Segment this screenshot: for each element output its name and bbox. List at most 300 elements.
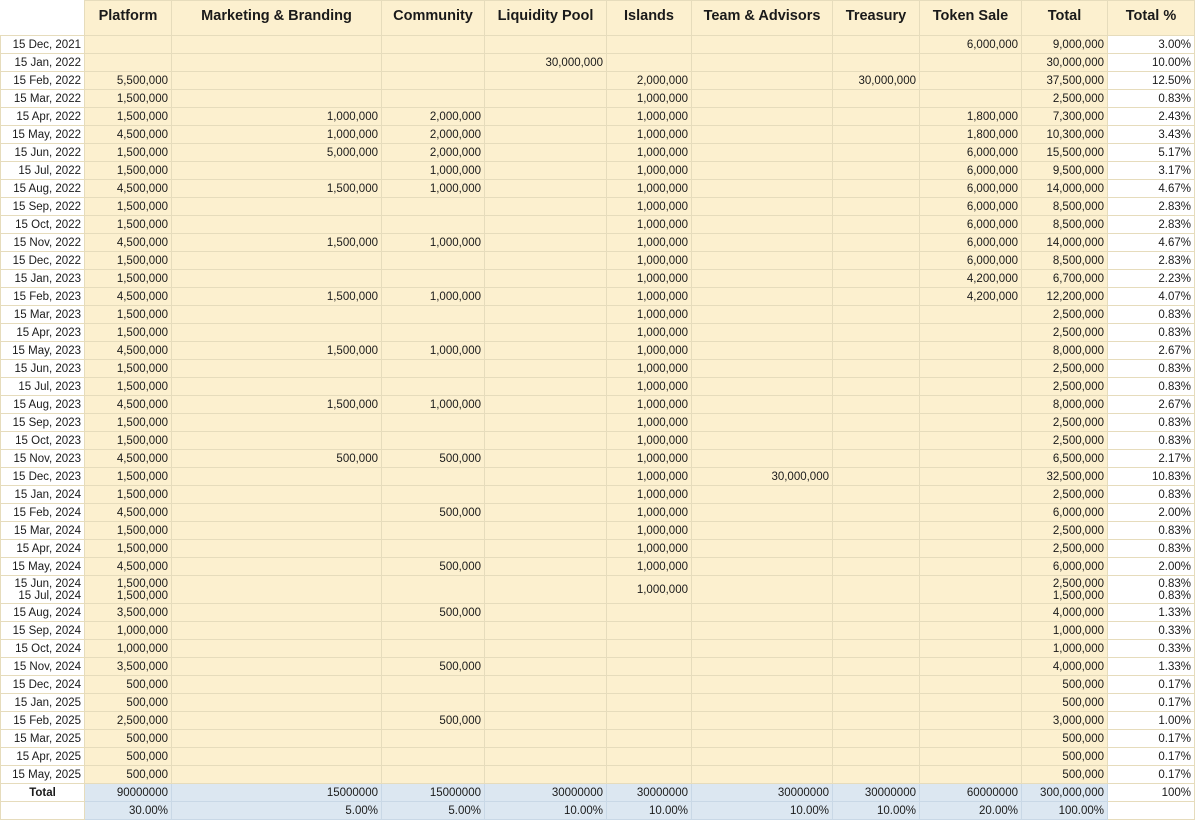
value-cell[interactable] — [382, 640, 485, 658]
value-cell[interactable] — [1022, 450, 1108, 468]
value-cell[interactable] — [833, 658, 920, 676]
value-cell[interactable] — [607, 730, 692, 748]
value-cell[interactable] — [85, 342, 172, 360]
value-cell[interactable] — [920, 180, 1022, 198]
value-cell[interactable] — [607, 450, 692, 468]
value-cell[interactable] — [1022, 604, 1108, 622]
value-cell[interactable] — [382, 288, 485, 306]
value-cell[interactable] — [692, 198, 833, 216]
value-cell[interactable] — [382, 306, 485, 324]
value-cell[interactable] — [607, 468, 692, 486]
value-cell[interactable] — [1022, 306, 1108, 324]
value-cell[interactable] — [692, 306, 833, 324]
value-cell[interactable] — [1108, 306, 1195, 324]
value-cell[interactable] — [1108, 676, 1195, 694]
value-cell[interactable] — [1022, 54, 1108, 72]
value-cell[interactable] — [833, 432, 920, 450]
total-cell[interactable]: 30000000 — [607, 784, 692, 802]
percent-cell[interactable]: 100.00% — [1022, 802, 1108, 820]
value-cell[interactable] — [172, 676, 382, 694]
value-cell[interactable] — [692, 432, 833, 450]
value-cell[interactable] — [692, 126, 833, 144]
value-cell[interactable] — [485, 432, 607, 450]
value-cell[interactable] — [1108, 604, 1195, 622]
value-cell[interactable] — [485, 676, 607, 694]
value-cell[interactable] — [382, 108, 485, 126]
value-cell[interactable] — [85, 162, 172, 180]
value-cell[interactable] — [1022, 216, 1108, 234]
value-cell[interactable] — [382, 126, 485, 144]
value-cell[interactable] — [485, 730, 607, 748]
value-cell[interactable] — [172, 712, 382, 730]
value-cell[interactable] — [485, 558, 607, 576]
value-cell[interactable] — [85, 558, 172, 576]
value-cell[interactable] — [692, 486, 833, 504]
value-cell[interactable] — [920, 36, 1022, 54]
column-header-platform[interactable]: Platform — [85, 1, 172, 36]
value-cell[interactable] — [172, 216, 382, 234]
value-cell[interactable] — [920, 108, 1022, 126]
value-cell[interactable] — [920, 576, 1022, 604]
percent-row-label[interactable] — [1, 802, 85, 820]
value-cell[interactable] — [1022, 270, 1108, 288]
value-cell[interactable] — [172, 576, 382, 604]
column-header-liquidity-pool[interactable]: Liquidity Pool — [485, 1, 607, 36]
value-cell[interactable] — [607, 694, 692, 712]
date-cell[interactable] — [1, 486, 85, 504]
value-cell[interactable] — [172, 486, 382, 504]
value-cell[interactable] — [382, 342, 485, 360]
value-cell[interactable] — [920, 144, 1022, 162]
date-cell[interactable] — [1, 36, 85, 54]
value-cell[interactable] — [85, 766, 172, 784]
value-cell[interactable] — [920, 252, 1022, 270]
value-cell[interactable] — [1022, 558, 1108, 576]
value-cell[interactable] — [172, 540, 382, 558]
value-cell[interactable] — [1108, 622, 1195, 640]
value-cell[interactable] — [692, 90, 833, 108]
date-cell[interactable] — [1, 766, 85, 784]
value-cell[interactable] — [920, 468, 1022, 486]
value-cell[interactable] — [85, 90, 172, 108]
value-cell[interactable] — [607, 676, 692, 694]
value-cell[interactable] — [1108, 54, 1195, 72]
value-cell[interactable] — [1108, 288, 1195, 306]
value-cell[interactable] — [833, 486, 920, 504]
date-cell[interactable] — [1, 504, 85, 522]
value-cell[interactable] — [485, 712, 607, 730]
value-cell[interactable] — [607, 108, 692, 126]
value-cell[interactable] — [833, 342, 920, 360]
value-cell[interactable] — [692, 234, 833, 252]
value-cell[interactable] — [85, 712, 172, 730]
value-cell[interactable] — [833, 468, 920, 486]
column-header-marketing-branding[interactable]: Marketing & Branding — [172, 1, 382, 36]
value-cell[interactable] — [485, 36, 607, 54]
total-cell[interactable]: 15000000 — [172, 784, 382, 802]
value-cell[interactable] — [382, 396, 485, 414]
value-cell[interactable] — [607, 216, 692, 234]
value-cell[interactable] — [607, 576, 692, 604]
value-cell[interactable] — [485, 622, 607, 640]
value-cell[interactable] — [85, 576, 172, 604]
value-cell[interactable] — [1022, 144, 1108, 162]
value-cell[interactable] — [692, 766, 833, 784]
value-cell[interactable] — [1108, 126, 1195, 144]
value-cell[interactable] — [485, 306, 607, 324]
date-cell[interactable] — [1, 216, 85, 234]
value-cell[interactable] — [1022, 676, 1108, 694]
date-cell[interactable] — [1, 360, 85, 378]
value-cell[interactable] — [692, 576, 833, 604]
value-cell[interactable] — [382, 162, 485, 180]
value-cell[interactable] — [692, 468, 833, 486]
value-cell[interactable] — [920, 604, 1022, 622]
value-cell[interactable] — [920, 694, 1022, 712]
value-cell[interactable] — [85, 468, 172, 486]
value-cell[interactable] — [485, 468, 607, 486]
value-cell[interactable] — [607, 234, 692, 252]
value-cell[interactable] — [85, 324, 172, 342]
value-cell[interactable] — [172, 234, 382, 252]
value-cell[interactable] — [607, 748, 692, 766]
value-cell[interactable] — [1108, 216, 1195, 234]
value-cell[interactable] — [1022, 288, 1108, 306]
value-cell[interactable] — [172, 342, 382, 360]
value-cell[interactable] — [485, 396, 607, 414]
value-cell[interactable] — [833, 712, 920, 730]
value-cell[interactable] — [485, 216, 607, 234]
value-cell[interactable] — [85, 694, 172, 712]
value-cell[interactable] — [692, 414, 833, 432]
value-cell[interactable] — [382, 324, 485, 342]
value-cell[interactable] — [607, 180, 692, 198]
value-cell[interactable] — [692, 748, 833, 766]
value-cell[interactable] — [833, 576, 920, 604]
value-cell[interactable] — [1108, 558, 1195, 576]
value-cell[interactable] — [1022, 640, 1108, 658]
value-cell[interactable] — [1108, 396, 1195, 414]
value-cell[interactable] — [607, 90, 692, 108]
value-cell[interactable] — [485, 486, 607, 504]
value-cell[interactable] — [833, 252, 920, 270]
value-cell[interactable] — [833, 72, 920, 90]
total-cell[interactable]: 30000000 — [833, 784, 920, 802]
value-cell[interactable] — [1022, 622, 1108, 640]
column-header-date[interactable] — [1, 1, 85, 36]
value-cell[interactable] — [485, 72, 607, 90]
value-cell[interactable] — [485, 414, 607, 432]
value-cell[interactable] — [692, 288, 833, 306]
date-cell[interactable] — [1, 54, 85, 72]
value-cell[interactable] — [1022, 198, 1108, 216]
percent-cell[interactable]: 5.00% — [382, 802, 485, 820]
date-cell[interactable] — [1, 126, 85, 144]
value-cell[interactable] — [172, 640, 382, 658]
value-cell[interactable] — [833, 108, 920, 126]
value-cell[interactable] — [833, 396, 920, 414]
value-cell[interactable] — [692, 36, 833, 54]
date-cell[interactable] — [1, 234, 85, 252]
value-cell[interactable] — [833, 54, 920, 72]
value-cell[interactable] — [1022, 658, 1108, 676]
value-cell[interactable] — [485, 288, 607, 306]
date-cell[interactable] — [1, 162, 85, 180]
value-cell[interactable] — [692, 108, 833, 126]
value-cell[interactable] — [1108, 694, 1195, 712]
value-cell[interactable] — [607, 558, 692, 576]
value-cell[interactable] — [607, 522, 692, 540]
date-cell[interactable] — [1, 288, 85, 306]
value-cell[interactable] — [382, 622, 485, 640]
value-cell[interactable] — [607, 540, 692, 558]
value-cell[interactable] — [833, 270, 920, 288]
value-cell[interactable] — [172, 360, 382, 378]
value-cell[interactable] — [172, 108, 382, 126]
date-cell[interactable] — [1, 180, 85, 198]
value-cell[interactable] — [920, 730, 1022, 748]
value-cell[interactable] — [833, 748, 920, 766]
value-cell[interactable] — [692, 180, 833, 198]
column-header-treasury[interactable]: Treasury — [833, 1, 920, 36]
value-cell[interactable] — [1022, 180, 1108, 198]
value-cell[interactable] — [172, 766, 382, 784]
date-cell[interactable] — [1, 468, 85, 486]
value-cell[interactable] — [920, 658, 1022, 676]
value-cell[interactable] — [920, 342, 1022, 360]
value-cell[interactable] — [1022, 712, 1108, 730]
value-cell[interactable] — [1108, 576, 1195, 604]
value-cell[interactable] — [1108, 180, 1195, 198]
value-cell[interactable] — [1022, 396, 1108, 414]
value-cell[interactable] — [172, 126, 382, 144]
value-cell[interactable] — [1108, 234, 1195, 252]
value-cell[interactable] — [485, 198, 607, 216]
value-cell[interactable] — [382, 144, 485, 162]
value-cell[interactable] — [382, 378, 485, 396]
value-cell[interactable] — [833, 90, 920, 108]
value-cell[interactable] — [920, 198, 1022, 216]
value-cell[interactable] — [692, 712, 833, 730]
value-cell[interactable] — [85, 36, 172, 54]
value-cell[interactable] — [1022, 576, 1108, 604]
value-cell[interactable] — [692, 252, 833, 270]
date-cell[interactable] — [1, 730, 85, 748]
value-cell[interactable] — [920, 766, 1022, 784]
value-cell[interactable] — [1022, 522, 1108, 540]
value-cell[interactable] — [607, 604, 692, 622]
value-cell[interactable] — [382, 558, 485, 576]
value-cell[interactable] — [382, 54, 485, 72]
value-cell[interactable] — [833, 234, 920, 252]
date-cell[interactable] — [1, 396, 85, 414]
value-cell[interactable] — [172, 658, 382, 676]
value-cell[interactable] — [1022, 72, 1108, 90]
value-cell[interactable] — [85, 658, 172, 676]
column-header-team-advisors[interactable]: Team & Advisors — [692, 1, 833, 36]
value-cell[interactable] — [485, 270, 607, 288]
total-cell[interactable]: 30000000 — [485, 784, 607, 802]
percent-cell[interactable]: 10.00% — [485, 802, 607, 820]
date-cell[interactable] — [1, 90, 85, 108]
value-cell[interactable] — [1022, 360, 1108, 378]
value-cell[interactable] — [692, 522, 833, 540]
date-cell[interactable] — [1, 252, 85, 270]
value-cell[interactable] — [920, 622, 1022, 640]
value-cell[interactable] — [833, 450, 920, 468]
value-cell[interactable] — [172, 378, 382, 396]
value-cell[interactable] — [382, 234, 485, 252]
value-cell[interactable] — [920, 396, 1022, 414]
value-cell[interactable] — [607, 378, 692, 396]
value-cell[interactable] — [382, 252, 485, 270]
value-cell[interactable] — [85, 198, 172, 216]
value-cell[interactable] — [920, 558, 1022, 576]
date-cell[interactable] — [1, 748, 85, 766]
value-cell[interactable] — [172, 748, 382, 766]
value-cell[interactable] — [1022, 126, 1108, 144]
value-cell[interactable] — [85, 676, 172, 694]
value-cell[interactable] — [607, 342, 692, 360]
value-cell[interactable] — [485, 234, 607, 252]
value-cell[interactable] — [1108, 342, 1195, 360]
value-cell[interactable] — [485, 378, 607, 396]
value-cell[interactable] — [607, 414, 692, 432]
value-cell[interactable] — [692, 450, 833, 468]
value-cell[interactable] — [692, 540, 833, 558]
value-cell[interactable] — [172, 730, 382, 748]
value-cell[interactable] — [382, 198, 485, 216]
value-cell[interactable] — [1022, 36, 1108, 54]
value-cell[interactable] — [607, 162, 692, 180]
value-cell[interactable] — [607, 432, 692, 450]
value-cell[interactable] — [85, 622, 172, 640]
value-cell[interactable] — [1022, 378, 1108, 396]
date-cell[interactable] — [1, 658, 85, 676]
value-cell[interactable] — [1022, 252, 1108, 270]
value-cell[interactable] — [485, 540, 607, 558]
date-cell[interactable] — [1, 414, 85, 432]
value-cell[interactable] — [920, 324, 1022, 342]
value-cell[interactable] — [607, 306, 692, 324]
value-cell[interactable] — [485, 324, 607, 342]
percent-cell[interactable]: 10.00% — [833, 802, 920, 820]
date-cell[interactable] — [1, 270, 85, 288]
value-cell[interactable] — [692, 270, 833, 288]
value-cell[interactable] — [382, 486, 485, 504]
value-cell[interactable] — [920, 676, 1022, 694]
value-cell[interactable] — [692, 342, 833, 360]
value-cell[interactable] — [382, 216, 485, 234]
value-cell[interactable] — [172, 180, 382, 198]
value-cell[interactable] — [85, 252, 172, 270]
value-cell[interactable] — [1108, 522, 1195, 540]
totals-label[interactable]: Total — [1, 784, 85, 802]
value-cell[interactable] — [833, 522, 920, 540]
value-cell[interactable] — [920, 234, 1022, 252]
value-cell[interactable] — [833, 126, 920, 144]
value-cell[interactable] — [1108, 360, 1195, 378]
value-cell[interactable] — [607, 54, 692, 72]
value-cell[interactable] — [172, 144, 382, 162]
value-cell[interactable] — [833, 144, 920, 162]
value-cell[interactable] — [382, 522, 485, 540]
value-cell[interactable] — [920, 378, 1022, 396]
value-cell[interactable] — [382, 694, 485, 712]
value-cell[interactable] — [1022, 540, 1108, 558]
value-cell[interactable] — [1022, 766, 1108, 784]
value-cell[interactable] — [172, 90, 382, 108]
value-cell[interactable] — [382, 676, 485, 694]
value-cell[interactable] — [692, 324, 833, 342]
date-cell[interactable] — [1, 622, 85, 640]
value-cell[interactable] — [1022, 468, 1108, 486]
value-cell[interactable] — [485, 54, 607, 72]
value-cell[interactable] — [172, 72, 382, 90]
value-cell[interactable] — [485, 766, 607, 784]
value-cell[interactable] — [920, 748, 1022, 766]
value-cell[interactable] — [1108, 162, 1195, 180]
value-cell[interactable] — [833, 360, 920, 378]
value-cell[interactable] — [692, 558, 833, 576]
value-cell[interactable] — [172, 324, 382, 342]
value-cell[interactable] — [1022, 324, 1108, 342]
date-cell[interactable] — [1, 604, 85, 622]
value-cell[interactable] — [172, 414, 382, 432]
value-cell[interactable] — [1022, 234, 1108, 252]
value-cell[interactable] — [833, 622, 920, 640]
total-cell[interactable]: 300,000,000 — [1022, 784, 1108, 802]
value-cell[interactable] — [1108, 432, 1195, 450]
value-cell[interactable] — [172, 54, 382, 72]
value-cell[interactable] — [607, 766, 692, 784]
value-cell[interactable] — [920, 640, 1022, 658]
value-cell[interactable] — [85, 748, 172, 766]
value-cell[interactable] — [833, 604, 920, 622]
value-cell[interactable] — [920, 90, 1022, 108]
value-cell[interactable] — [1108, 90, 1195, 108]
value-cell[interactable] — [833, 694, 920, 712]
date-cell[interactable] — [1, 522, 85, 540]
value-cell[interactable] — [607, 144, 692, 162]
percent-cell[interactable]: 5.00% — [172, 802, 382, 820]
date-cell[interactable] — [1, 378, 85, 396]
value-cell[interactable] — [833, 324, 920, 342]
value-cell[interactable] — [1022, 162, 1108, 180]
value-cell[interactable] — [485, 450, 607, 468]
value-cell[interactable] — [85, 288, 172, 306]
value-cell[interactable] — [1108, 468, 1195, 486]
value-cell[interactable] — [485, 748, 607, 766]
value-cell[interactable] — [1022, 342, 1108, 360]
value-cell[interactable] — [382, 576, 485, 604]
value-cell[interactable] — [920, 126, 1022, 144]
value-cell[interactable] — [85, 378, 172, 396]
date-cell[interactable] — [1, 558, 85, 576]
value-cell[interactable] — [172, 522, 382, 540]
date-cell[interactable] — [1, 694, 85, 712]
value-cell[interactable] — [382, 504, 485, 522]
value-cell[interactable] — [382, 360, 485, 378]
value-cell[interactable] — [692, 504, 833, 522]
value-cell[interactable] — [485, 694, 607, 712]
value-cell[interactable] — [920, 522, 1022, 540]
value-cell[interactable] — [833, 36, 920, 54]
percent-cell[interactable]: 10.00% — [692, 802, 833, 820]
value-cell[interactable] — [1108, 486, 1195, 504]
value-cell[interactable] — [85, 486, 172, 504]
value-cell[interactable] — [85, 504, 172, 522]
